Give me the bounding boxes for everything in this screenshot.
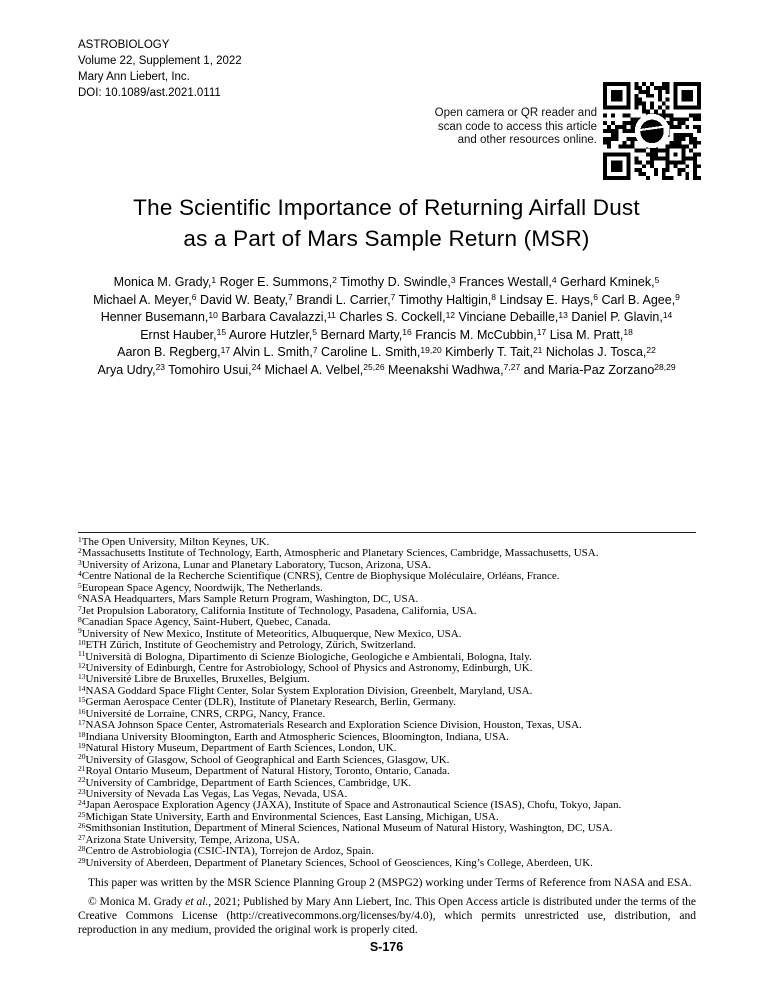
affiliation-number: 25 xyxy=(78,809,86,819)
author-affil-ref: 1 xyxy=(211,274,217,285)
author-affil-ref: 24 xyxy=(251,362,262,373)
affiliation-number: 19 xyxy=(78,741,86,751)
author-line xyxy=(30,362,743,380)
qr-code-icon xyxy=(603,82,701,180)
affiliation-number: 22 xyxy=(78,775,86,785)
affiliation-number: 2 xyxy=(78,546,82,556)
author-line xyxy=(30,274,743,292)
author-name: Francis M. McCubbin, xyxy=(415,327,537,342)
author-affil-ref: 23 xyxy=(155,362,166,373)
author-line xyxy=(30,292,743,310)
author-affil-ref: 5 xyxy=(312,327,317,338)
affiliation-text: Centro de Astrobiologia (CSIC-INTA), Torrejon de Ardoz, Spain. xyxy=(85,845,374,858)
mspg-note: This paper was written by the MSR Science Planning Group 2 (MSPG2) working under Terms of Reference from NASA and ESA. xyxy=(88,877,692,889)
journal-volume-line: Volume 22, Supplement 1, 2022 xyxy=(78,55,242,67)
author-name: Tomohiro Usui, xyxy=(168,362,252,377)
author-name: Lindsay E. Hays, xyxy=(499,292,594,307)
author-affil-ref: 3 xyxy=(450,274,456,285)
author-affil-ref: 15 xyxy=(216,327,227,338)
author-name: Timothy D. Swindle, xyxy=(340,275,451,289)
copyright-et-al: et al. xyxy=(185,896,209,908)
author-affil-ref: 19,20 xyxy=(420,344,442,355)
author-affil-ref: 7 xyxy=(312,344,318,355)
footnotes xyxy=(78,876,696,942)
affiliation-number: 4 xyxy=(78,569,82,579)
author-affil-ref: 5 xyxy=(654,274,660,285)
author-affil-ref: 7 xyxy=(390,292,396,303)
author-name: Carl B. Agee, xyxy=(601,292,676,307)
affiliation-number: 23 xyxy=(78,786,86,796)
author-line xyxy=(30,327,743,345)
affiliation-number: 3 xyxy=(78,557,82,567)
author-name: Meenakshi Wadhwa, xyxy=(388,362,504,377)
journal-doi: DOI: 10.1089/ast.2021.0111 xyxy=(78,87,221,99)
affiliation-number: 12 xyxy=(78,660,86,670)
author-affil-ref: 9 xyxy=(675,292,680,303)
author-name: Arya Udry, xyxy=(97,362,156,377)
affiliation-number: 16 xyxy=(78,706,86,716)
author-name: David W. Beaty, xyxy=(199,292,288,307)
author-affil-ref: 18 xyxy=(623,327,633,338)
author-line xyxy=(30,309,743,327)
author-affil-ref: 13 xyxy=(558,309,568,320)
affiliation-text: University of Cambridge, Department of Earth Sciences, Cambridge, UK. xyxy=(85,776,412,789)
affiliation-number: 18 xyxy=(78,729,86,739)
author-name: Alvin L. Smith, xyxy=(232,345,313,359)
affiliation-text: University of Arizona, Lunar and Planetary Laboratory, Tucson, Arizona, USA. xyxy=(81,558,432,571)
affiliation-number: 11 xyxy=(78,649,86,659)
affiliation-number: 1 xyxy=(78,534,82,544)
affiliation-text: Michigan State University, Earth and Environmental Sciences, East Lansing, Michigan, USA. xyxy=(85,810,499,823)
affiliation-text: University of Glasgow, School of Geographical and Earth Sciences, Glasgow, UK. xyxy=(85,753,450,766)
author-affil-ref: 25,26 xyxy=(363,362,385,373)
affiliation-text: Royal Ontario Museum, Department of Natural History, Toronto, Ontario, Canada. xyxy=(85,765,450,778)
affiliation-number: 10 xyxy=(78,637,86,647)
affiliation-text: Arizona State University, Tempe, Arizona, USA. xyxy=(85,833,300,846)
affiliation-number: 26 xyxy=(78,821,86,831)
author-name: Caroline L. Smith, xyxy=(321,345,421,359)
affiliation-text: Massachusetts Institute of Technology, Earth, Atmospheric and Planetary Sciences, Cambridge, Massachusetts, USA. xyxy=(81,547,599,560)
author-name: Barbara Cavalazzi, xyxy=(221,310,327,324)
journal-header xyxy=(78,37,242,101)
journal-name: ASTROBIOLOGY xyxy=(78,39,170,51)
copyright-note xyxy=(78,895,696,937)
affiliation-text: ETH Zürich, Institute of Geochemistry and Petrology, Zürich, Switzerland. xyxy=(85,639,416,652)
author-affil-ref: 7 xyxy=(287,292,293,303)
author-affil-ref: 16 xyxy=(402,327,412,338)
author-affil-ref: 22 xyxy=(646,344,656,355)
affiliation-number: 6 xyxy=(78,592,82,602)
affiliation-text: European Space Agency, Noordwijk, The Netherlands. xyxy=(81,581,323,594)
author-name: Kimberly T. Tait, xyxy=(445,345,533,359)
affiliation-text: The Open University, Milton Keynes, UK. xyxy=(81,536,270,548)
affiliation-number: 24 xyxy=(78,798,86,808)
journal-publisher: Mary Ann Liebert, Inc. xyxy=(78,71,190,83)
qr-caption-line: scan code to access this article xyxy=(437,120,597,133)
author-affil-ref: 7,27 xyxy=(503,362,521,373)
affiliation-number: 9 xyxy=(78,626,82,636)
author-affil-ref: 17 xyxy=(220,344,231,355)
author-affil-ref: 6 xyxy=(593,292,599,303)
author-name: Michael A. Velbel, xyxy=(264,362,364,377)
article-title-line2: as a Part of Mars Sample Return (MSR) xyxy=(183,226,590,251)
author-affil-ref: 17 xyxy=(536,327,547,338)
author-name: Timothy Haltigin, xyxy=(398,292,492,307)
author-affil-ref: 6 xyxy=(191,292,197,303)
author-name: Aurore Hutzler, xyxy=(228,327,313,342)
author-affil-ref: 2 xyxy=(332,274,337,285)
affiliation-text: NASA Goddard Space Flight Center, Solar System Exploration Division, Greenbelt, Maryland, USA. xyxy=(85,684,533,697)
author-name: and Maria-Paz Zorzano xyxy=(523,362,655,377)
copyright-text-pre: © Monica M. Grady xyxy=(88,896,186,908)
author-name: Charles S. Cockell, xyxy=(339,310,446,324)
author-affil-ref: 28,29 xyxy=(654,362,676,373)
affiliation-line xyxy=(78,855,738,869)
author-name: Michael A. Meyer, xyxy=(93,292,192,307)
affiliation-text: University of Aberdeen, Department of Planetary Sciences, School of Geosciences, King’s College, Aberdeen, UK. xyxy=(85,856,593,869)
affiliation-text: University of Nevada Las Vegas, Las Vegas, Nevada, USA. xyxy=(85,787,348,800)
affiliation-text: NASA Johnson Space Center, Astromaterials Research and Exploration Science Division, Houston, Texas, USA. xyxy=(85,719,582,732)
footnote-divider xyxy=(78,532,696,533)
affiliation-number: 21 xyxy=(78,763,86,773)
affiliation-text: Canadian Space Agency, Saint-Hubert, Quebec, Canada. xyxy=(81,616,331,629)
author-name: Lisa M. Pratt, xyxy=(549,327,624,342)
affiliations-list xyxy=(78,534,738,869)
author-line xyxy=(30,344,743,362)
affiliation-number: 20 xyxy=(78,752,86,762)
affiliation-text: Università di Bologna, Dipartimento di Scienze Biologiche, Geologiche e Ambientali, Bologna, Italy. xyxy=(85,650,532,663)
affiliation-number: 29 xyxy=(78,855,86,865)
affiliation-text: Japan Aerospace Exploration Agency (JAXA), Institute of Space and Astronautical Science (ISAS), Chofu, Tokyo, Japan. xyxy=(85,799,622,812)
affiliation-text: Indiana University Bloomington, Earth and Atmospheric Sciences, Bloomington, Indiana, USA. xyxy=(85,730,509,743)
copyright-text-post: , 2021; Published by Mary Ann Liebert, Inc. This Open Access article is distributed under the terms of the Creative Commons License (http://creativecommons.org/licenses/by/4.0), which permits unrestricted use, distribution, and reproduction in any medium, provided the original work is properly cited. xyxy=(78,896,696,936)
affiliation-text: Université de Lorraine, CNRS, CRPG, Nancy, France. xyxy=(85,707,326,720)
affiliation-text: Université Libre de Bruxelles, Bruxelles, Belgium. xyxy=(85,673,310,686)
affiliation-number: 14 xyxy=(78,683,86,693)
affiliation-text: German Aerospace Center (DLR), Institute of Planetary Research, Berlin, Germany. xyxy=(85,696,456,709)
qr-caption xyxy=(435,107,597,148)
affiliation-text: University of New Mexico, Institute of Meteoritics, Albuquerque, New Mexico, USA. xyxy=(81,627,462,640)
article-title-line1: The Scientific Importance of Returning Airfall Dust xyxy=(133,195,640,220)
author-name: Aaron B. Regberg, xyxy=(117,345,221,359)
page-number: S-176 xyxy=(369,940,404,954)
affiliation-number: 17 xyxy=(78,718,86,728)
author-name: Bernard Marty, xyxy=(320,327,403,342)
affiliation-number: 8 xyxy=(78,615,82,625)
author-affil-ref: 11 xyxy=(326,309,336,320)
author-name: Monica M. Grady, xyxy=(113,275,212,289)
affiliation-text: Smithsonian Institution, Department of Mineral Sciences, National Museum of Natural History, Washington, DC, USA. xyxy=(85,822,613,835)
author-name: Brandi L. Carrier, xyxy=(296,292,391,307)
author-affil-ref: 4 xyxy=(551,274,557,285)
affiliation-text: Jet Propulsion Laboratory, California Institute of Technology, Pasadena, California, USA. xyxy=(81,604,477,617)
author-affil-ref: 12 xyxy=(445,309,456,320)
affiliation-number: 15 xyxy=(78,695,86,705)
author-name: Henner Busemann, xyxy=(100,310,209,324)
affiliation-number: 27 xyxy=(78,832,86,842)
qr-caption-line: Open camera or QR reader and xyxy=(434,107,597,119)
author-name: Vinciane Debaille, xyxy=(458,310,559,324)
affiliation-text: Centre National de la Recherche Scientifique (CNRS), Centre de Biophysique Moléculaire, Orléans, France. xyxy=(81,570,560,583)
author-name: Frances Westall, xyxy=(459,275,552,289)
author-name: Nicholas J. Tosca, xyxy=(545,345,647,359)
author-affil-ref: 8 xyxy=(491,292,497,303)
qr-caption-line: and other resources online. xyxy=(457,134,597,146)
author-affil-ref: 21 xyxy=(532,344,543,355)
affiliation-number: 13 xyxy=(78,672,86,682)
author-affil-ref: 14 xyxy=(662,309,673,320)
author-name: Daniel P. Glavin, xyxy=(571,310,663,324)
affiliation-number: 28 xyxy=(78,844,86,854)
affiliation-number: 7 xyxy=(78,603,82,613)
author-affil-ref: 10 xyxy=(208,309,218,320)
affiliation-text: NASA Headquarters, Mars Sample Return Program, Washington, DC, USA. xyxy=(81,593,419,606)
affiliation-text: Natural History Museum, Department of Earth Sciences, London, UK. xyxy=(85,742,397,755)
author-name: Gerhard Kminek, xyxy=(560,275,655,289)
affiliation-text: University of Edinburgh, Centre for Astrobiology, School of Physics and Astronomy, Edinburgh, UK. xyxy=(85,661,533,674)
author-list xyxy=(30,274,743,379)
author-name: Ernst Hauber, xyxy=(140,327,217,342)
author-name: Roger E. Summons, xyxy=(219,275,333,289)
article-title xyxy=(0,192,773,254)
affiliation-number: 5 xyxy=(78,580,82,590)
